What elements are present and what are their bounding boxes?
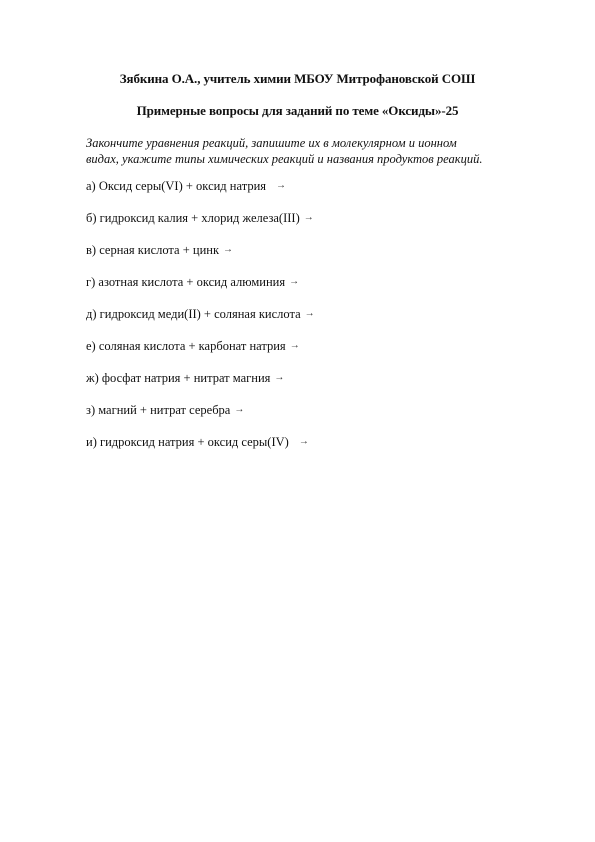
arrow-icon: → — [276, 180, 287, 191]
arrow-icon: → — [304, 308, 315, 319]
arrow-icon: → — [223, 244, 234, 255]
arrow-icon: → — [234, 404, 245, 415]
question-item — [86, 178, 526, 210]
arrow-icon: → — [303, 212, 314, 223]
question-item — [86, 370, 526, 402]
instructions-line: Закончите уравнения реакций, запишите их в молекулярном и ионном — [86, 136, 457, 150]
question-text: ж) фосфат натрия + нитрат магния — [86, 371, 271, 385]
question-list — [86, 178, 526, 466]
question-text: з) магний + нитрат серебра — [86, 403, 231, 417]
arrow-icon: → — [289, 340, 300, 351]
question-text: е) соляная кислота + карбонат натрия — [86, 339, 286, 353]
question-item — [86, 210, 526, 242]
question-text: г) азотная кислота + оксид алюминия — [86, 275, 286, 289]
question-text: в) серная кислота + цинк — [86, 243, 220, 257]
question-text: б) гидроксид калия + хлорид железа(III) — [86, 211, 300, 225]
question-text: д) гидроксид меди(II) + соляная кислота — [86, 307, 301, 321]
question-item — [86, 274, 526, 306]
question-item — [86, 434, 526, 466]
arrow-icon: → — [274, 372, 285, 383]
question-item — [86, 338, 526, 370]
question-item — [86, 306, 526, 338]
question-item — [86, 402, 526, 434]
instructions-line: видах, укажите типы химических реакций и названия продуктов реакций. — [86, 152, 483, 166]
question-text: а) Оксид серы(VI) + оксид натрия — [86, 179, 267, 193]
arrow-icon: → — [289, 276, 300, 287]
arrow-icon: → — [298, 436, 309, 447]
instructions — [86, 135, 546, 167]
document-title: Примерные вопросы для заданий по теме «Оксиды»-25 — [136, 103, 459, 118]
question-item — [86, 242, 526, 274]
author-line: Зябкина О.А., учитель химии МБОУ Митрофановской СОШ — [119, 71, 476, 86]
question-text: и) гидроксид натрия + оксид серы(IV) — [86, 435, 289, 449]
